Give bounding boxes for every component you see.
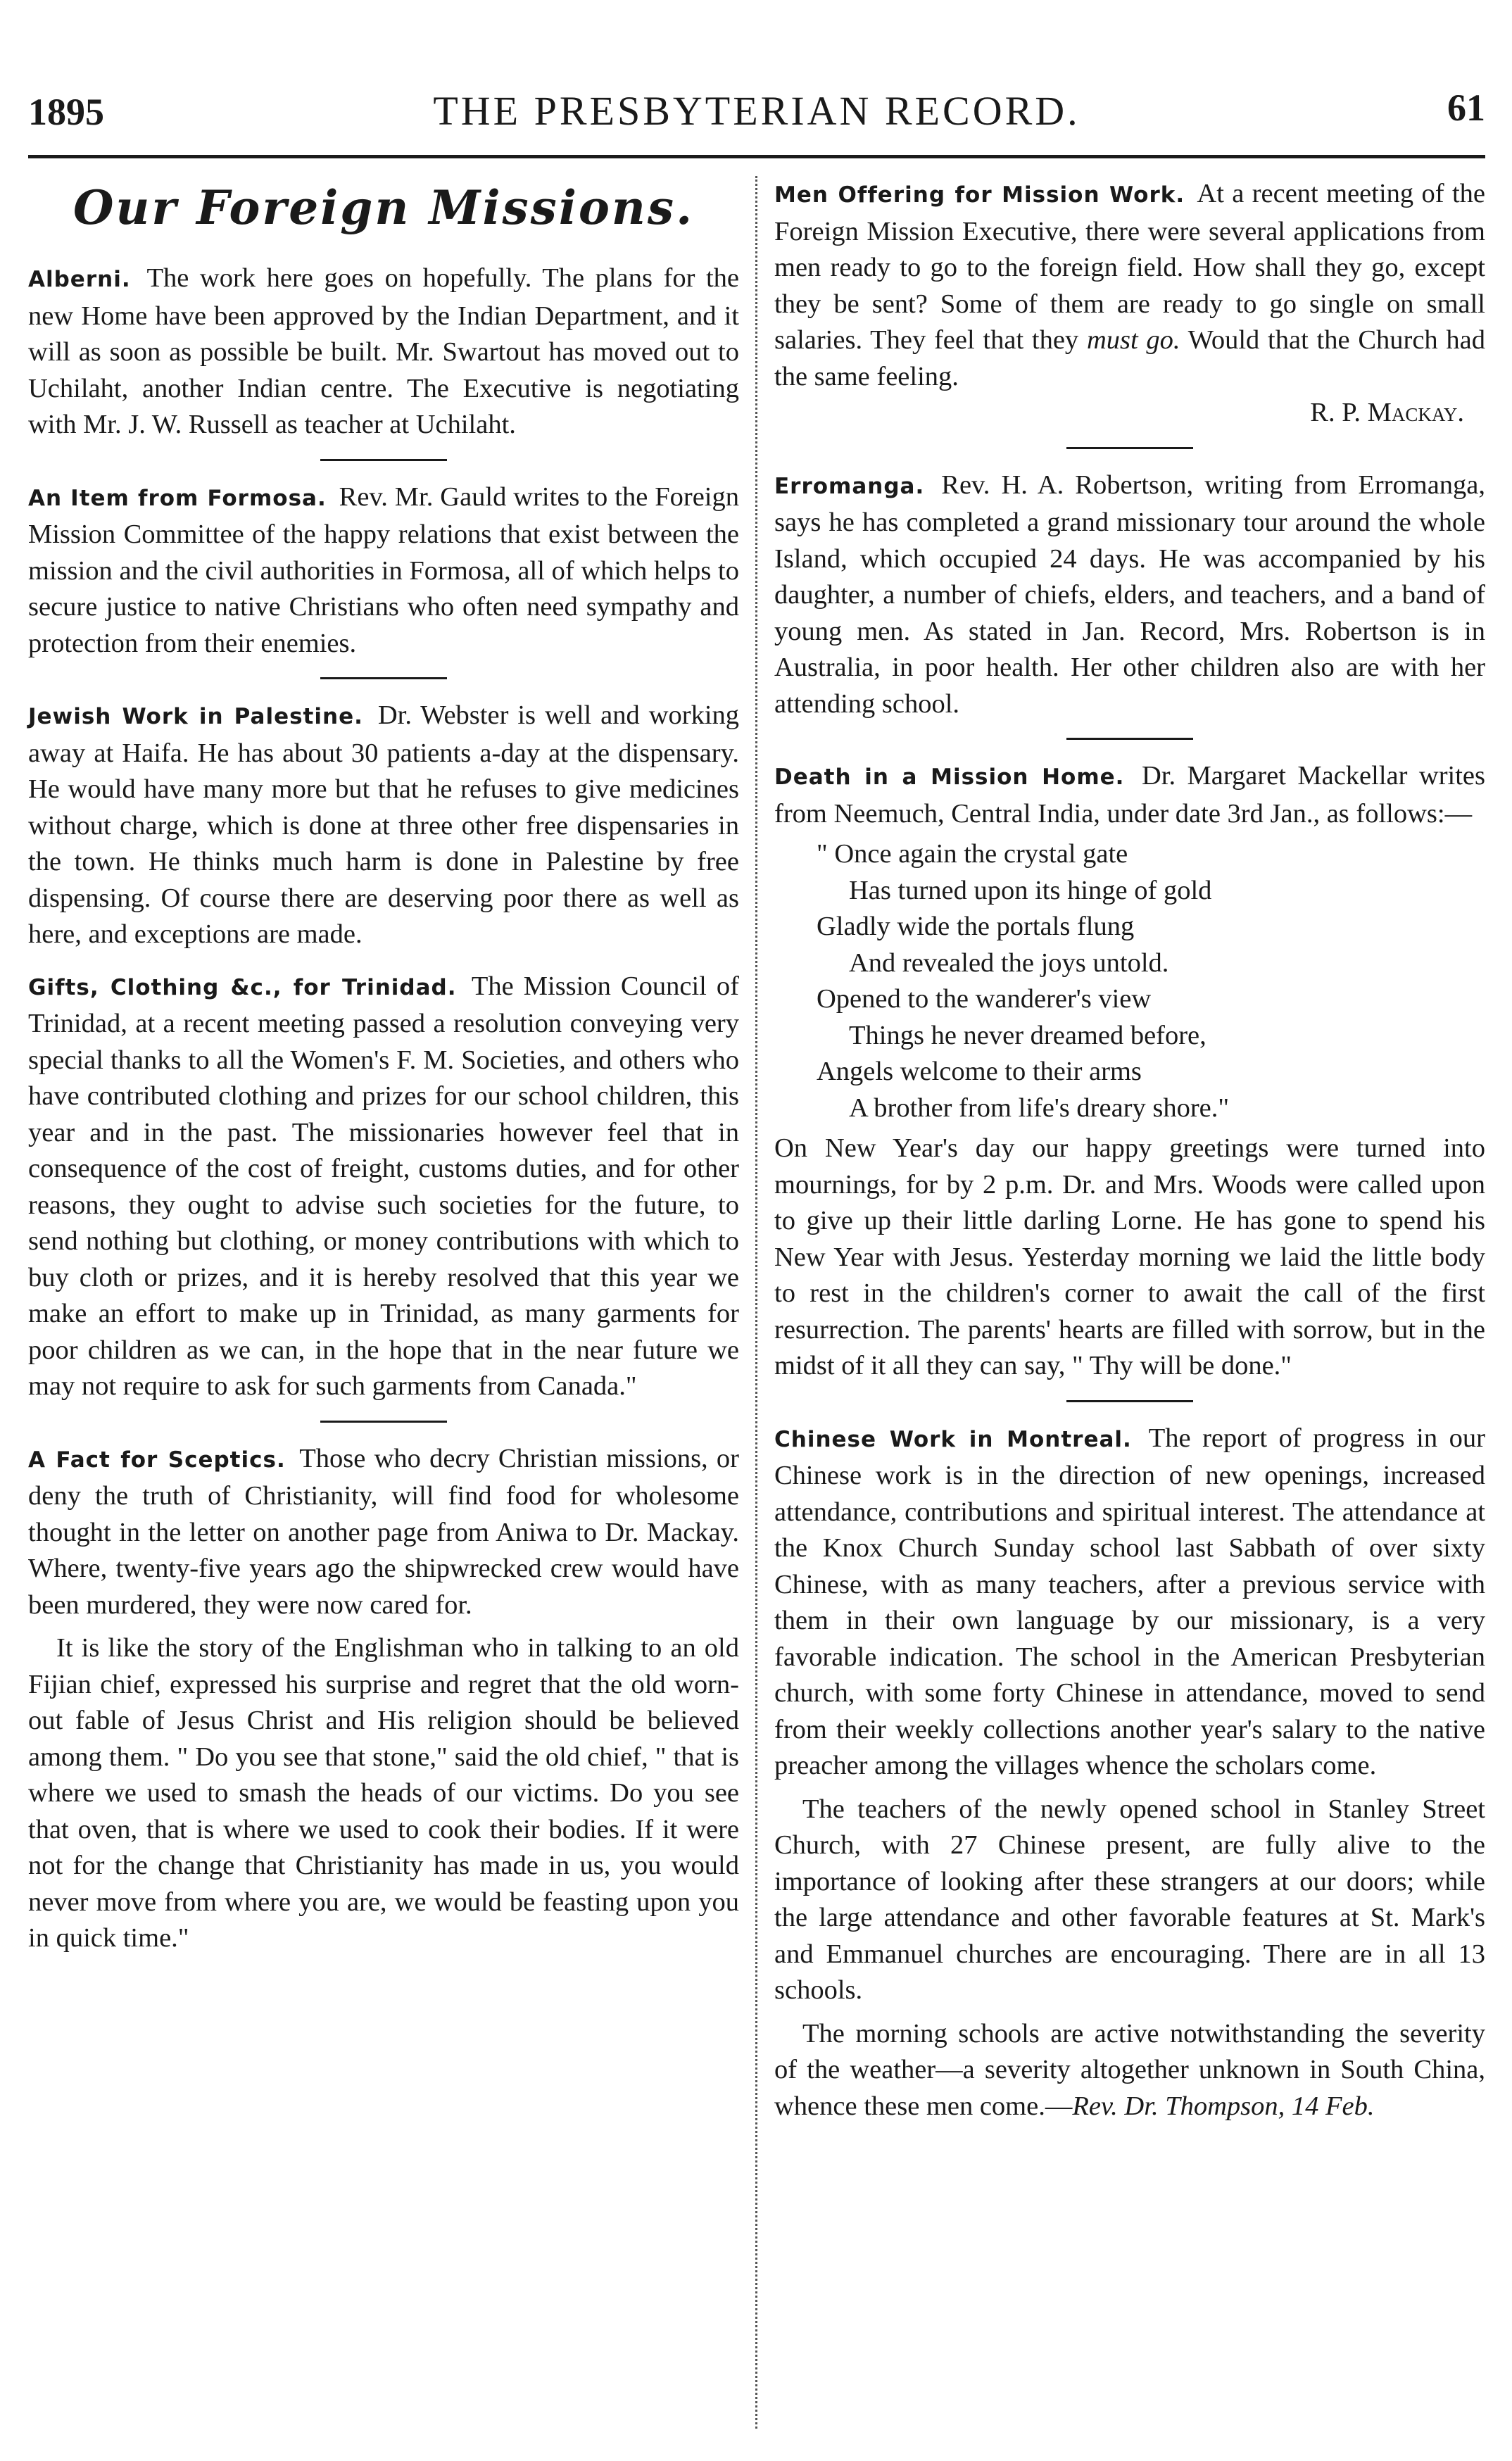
article-men-offering <box>774 176 1485 432</box>
article-heading: Gifts, Clothing &c., for Trinidad. <box>28 974 457 1000</box>
article-heading: Erromanga. <box>774 473 925 499</box>
page-number: 61 <box>1447 87 1485 129</box>
article-heading: An Item from Formosa. <box>28 485 327 511</box>
article-text: The Mission Council of Trinidad, at a recent meeting passed a resolution conveying very special thanks to all the Women's F. M. Societies, and others who have contributed clothing and prizes for our school children, this year and in the past. The missionaries however feel that in consequence of the cost of freight, customs duties, and for other reasons, they ought to advise such societies for the future, to send nothing but clothing, or money contributions with which to buy cloth or prizes, and it is hereby resolved that this year we make an effort to make up in Trinidad, as many garments for poor children as we can, in the hope that in the near future we may not require to ask for such garments from Canada." <box>28 971 739 1401</box>
article-text: Dr. Margaret Mackellar writes from Neemuch, Central India, under date 3rd Jan., as follows:— <box>774 761 1486 829</box>
signature: R. P. Mackay. <box>1310 398 1464 427</box>
article-heading: Jewish Work in Palestine. <box>28 704 363 729</box>
article-paragraph <box>774 2016 1485 2125</box>
article-chinese-work <box>774 1421 1485 2125</box>
poem-line: Things he never dreamed before, <box>849 1020 1207 1050</box>
article-formosa <box>28 479 739 662</box>
poem-line: Opened to the wanderer's view <box>817 984 1152 1014</box>
article-text: Would that the Church had the same feeling. <box>774 325 1485 391</box>
article-alberni <box>28 260 739 443</box>
article-trinidad <box>28 969 739 1405</box>
article-heading: Men Offering for Mission Work. <box>774 182 1185 208</box>
publication-title: THE PRESBYTERIAN RECORD. <box>433 88 1081 134</box>
article-death-mission-home <box>774 758 1485 1385</box>
column-divider <box>755 176 757 2429</box>
attribution: Rev. Dr. Thompson, 14 Feb. <box>1072 2091 1375 2121</box>
article-sceptics <box>28 1441 739 1957</box>
article-paragraph: On New Year's day our happy greetings were turned into mournings, for by 2 p.m. Dr. and Mrs. Woods were called upon to give up their little darling Lorne. He has gone to spend his New Year with Jesus. Yesterday morning we laid the little body to rest in the children's corner to await the call of the first resurrection. The parents' hearts are filled with sorrow, but in the midst of it all they can say, " Thy will be done." <box>774 1133 1485 1380</box>
right-column <box>774 176 1485 2140</box>
divider-rule <box>320 459 447 461</box>
article-paragraph: The teachers of the newly opened school in Stanley Street Church, with 27 Chinese present, are fully alive to the importance of looking after these strangers at our doors; while the large attendance and other favorable features at St. Mark's and Emmanuel churches are encouraging. There are in all 13 schools. <box>774 1794 1485 2005</box>
section-title: Our Foreign Missions. <box>73 180 695 235</box>
divider-rule <box>1066 1400 1193 1402</box>
divider-rule <box>1066 447 1193 449</box>
article-palestine <box>28 698 739 953</box>
article-heading: Death in a Mission Home. <box>774 764 1125 790</box>
poem-line: Gladly wide the portals flung <box>817 912 1135 941</box>
poem <box>817 836 1485 1126</box>
article-text: At a recent meeting of the Foreign Mission Executive, there were several applications from men ready to go to the foreign field. How shall they go, except they be sent? Some of them are ready to go single on small salaries. They feel that they <box>774 179 1485 355</box>
divider-rule <box>320 1421 447 1423</box>
article-heading: Chinese Work in Montreal. <box>774 1426 1132 1452</box>
article-erromanga <box>774 467 1485 723</box>
article-heading: A Fact for Sceptics. <box>28 1447 286 1473</box>
article-paragraph: It is like the story of the Englishman who in talking to an old Fijian chief, expressed his surprise and regret that the old worn-out fable of Jesus Christ and His religion should be believed among them. " Do you see that stone," said the old chief, " that is where we used to smash the heads of our victims. Do you see that oven, that is where we used to cook their bodies. If it were not for the change that Christianity has made in us, you would never move from where you are, we would be feasting upon you in quick time." <box>28 1633 739 1953</box>
article-text: Rev. Mr. Gauld writes to the Foreign Mission Committee of the happy relations that exist between the mission and the civil authorities in Formosa, all of which helps to secure justice to native Christians who often need sympathy and protection from their enemies. <box>28 482 739 658</box>
running-head <box>28 77 1485 158</box>
poem-line: Has turned upon its hinge of gold <box>849 875 1212 905</box>
divider-rule <box>1066 738 1193 740</box>
article-text: The morning schools are active notwithstanding the severity of the weather—a severity altogether unknown in South China, whence these men come.— <box>774 2018 1485 2121</box>
poem-line: " Once again the crystal gate <box>817 839 1128 869</box>
poem-line: Angels welcome to their arms <box>817 1057 1142 1086</box>
article-heading: Alberni. <box>28 267 131 292</box>
page-year: 1895 <box>28 91 104 133</box>
article-text: Dr. Webster is well and working away at Haifa. He has about 30 patients a-day at the dispensary. He would have many more but that he refuses to give medicines without charge, which is done at three other free dispensaries in the town. He thinks much harm is done in Palestine by free dispensing. Of course there are deserving poor there as well as here, and exceptions are made. <box>28 700 740 949</box>
left-column <box>28 176 739 1972</box>
emphasis-text: must go. <box>1086 325 1180 355</box>
article-text: The report of progress in our Chinese work is in the direction of new openings, increased attendance, contributions and spiritual interest. The attendance at the Knox Church Sunday school last Sabbath of over sixty Chinese, with as many teachers, after a previous service with them in their own language by our missionary, is a very favorable indication. The school in the American Presbyterian church, with some forty Chinese in attendance, moved to send from their weekly collections another year's salary to the native preacher among the villages whence the scholars come. <box>774 1423 1485 1780</box>
poem-line: A brother from life's dreary shore." <box>849 1093 1230 1123</box>
article-columns <box>28 176 1485 2439</box>
article-text: Rev. H. A. Robertson, writing from Erromanga, says he has completed a grand missionary tour around the whole Island, which occupied 24 days. He was accompanied by his daughter, a number of chiefs, elders, and teachers, and a band of young men. As stated in Jan. Record, Mrs. Robertson is in Australia, in poor health. Her other children also are with her attending school. <box>774 470 1485 719</box>
article-text: Those who decry Christian missions, or deny the truth of Christianity, will find food for wholesome thought in the letter on another page from Aniwa to Dr. Mackay. Where, twenty-five years ago the shipwrecked crew would have been murdered, they were now cared for. <box>28 1443 739 1620</box>
poem-line: And revealed the joys untold. <box>849 948 1169 978</box>
article-text: The work here goes on hopefully. The plans for the new Home have been approved by the Indian Department, and it will as soon as possible be built. Mr. Swartout has moved out to Uchilaht, another Indian centre. The Executive is negotiating with Mr. J. W. Russell as teacher at Uchilaht. <box>28 263 740 439</box>
divider-rule <box>320 677 447 679</box>
newspaper-page <box>28 77 1485 2443</box>
